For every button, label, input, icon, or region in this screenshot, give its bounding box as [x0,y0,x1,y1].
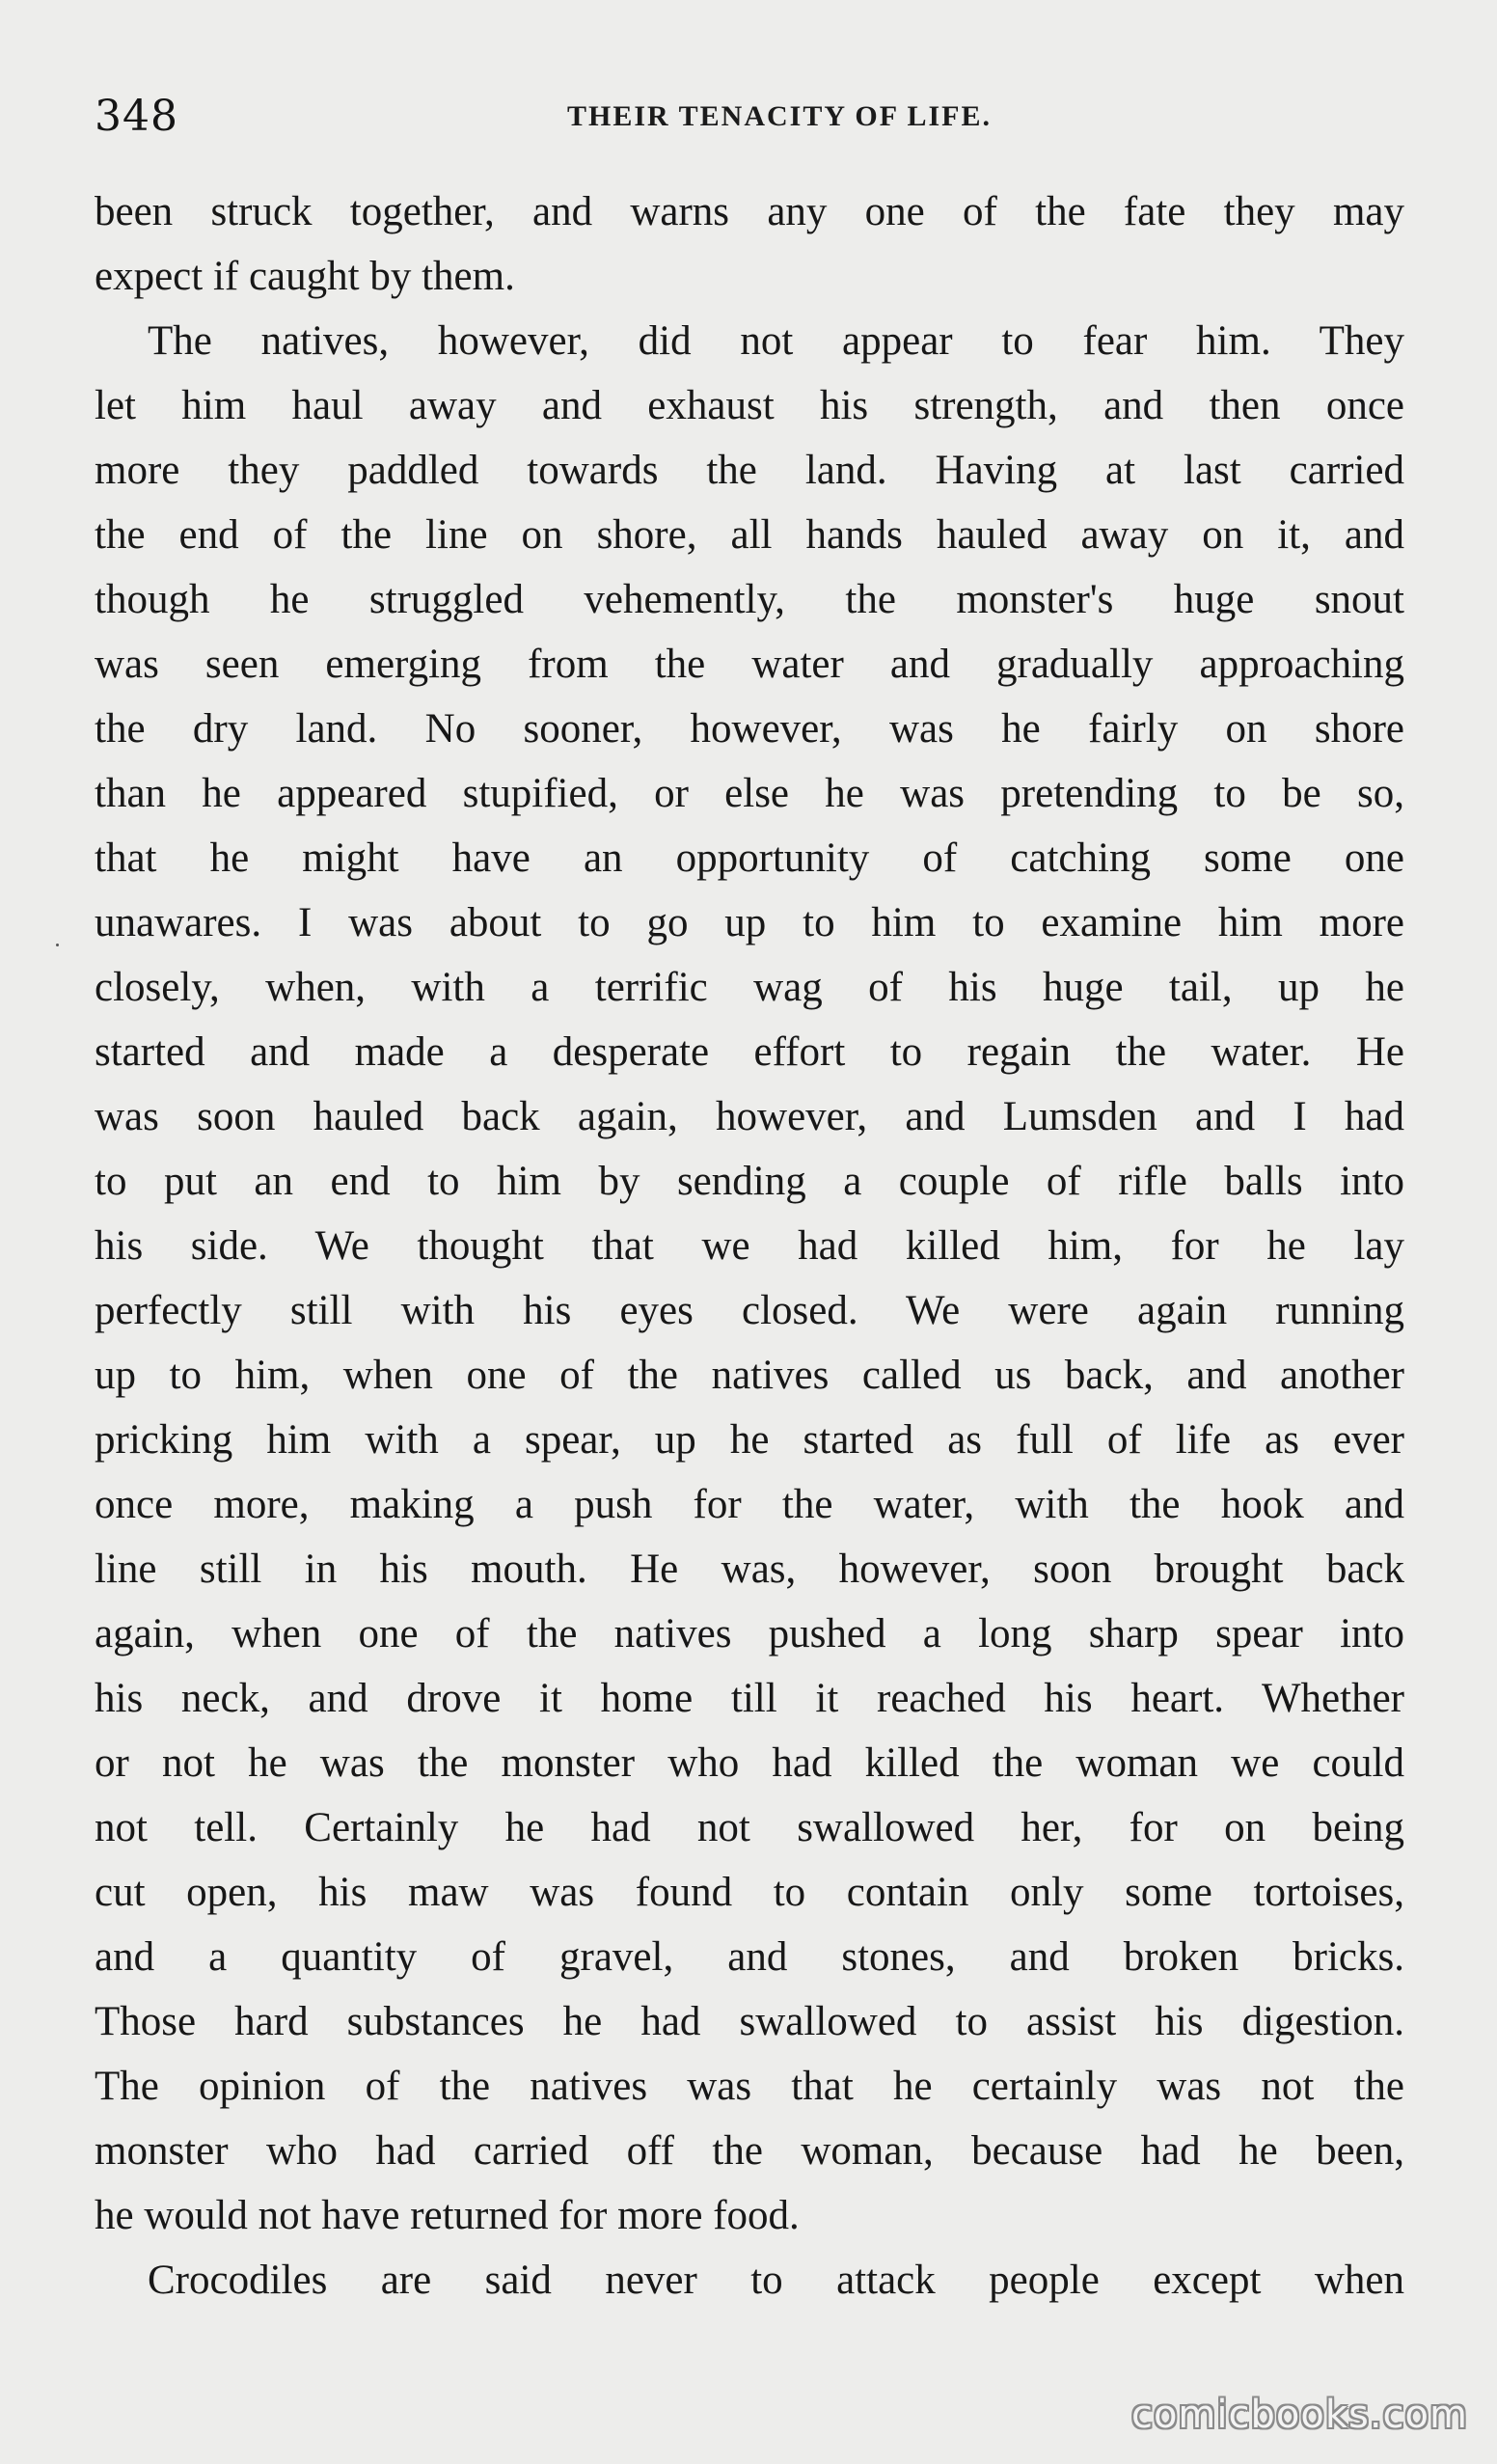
text-line: closely, when, with a terrific wag of his huge tail, up he [95,965,1404,1010]
text-line: been struck together, and warns any one of the fate they may [95,189,1404,234]
text-line: the end of the line on shore, all hands hauled away on it, and [95,512,1404,558]
text-line: more they paddled towards the land. Having at last carried [95,448,1404,493]
text-line: again, when one of the natives pushed a long sharp spear into [95,1611,1404,1656]
text-line: his neck, and drove it home till it reached his heart. Whether [95,1676,1404,1721]
running-head: THEIR TENACITY OF LIFE. [567,100,992,132]
text-line: the dry land. No sooner, however, was he fairly on shore [95,706,1404,752]
text-line: was seen emerging from the water and gradually approaching [95,642,1404,687]
text-line: not tell. Certainly he had not swallowed her, for on being [95,1805,1404,1850]
text-line: perfectly still with his eyes closed. We were again running [95,1288,1404,1333]
text-line: unawares. I was about to go up to him to examine him more [95,900,1404,945]
text-line: pricking him with a spear, up he started as full of life as ever [95,1417,1404,1463]
text-line: cut open, his maw was found to contain only some tortoises, [95,1870,1404,1915]
text-line: once more, making a push for the water, with the hook and [95,1482,1404,1527]
text-line: was soon hauled back again, however, and Lumsden and I had [95,1094,1404,1139]
text-line: than he appeared stupified, or else he was pretending to be so, [95,771,1404,816]
text-line: and a quantity of gravel, and stones, and broken bricks. [95,1934,1404,1980]
page-header [95,83,1406,151]
text-line: let him haul away and exhaust his strength, and then once [95,383,1404,428]
text-line: though he struggled vehemently, the monster's huge snout [95,577,1404,622]
body-text [95,179,1404,2313]
text-line: monster who had carried off the woman, because had he been, [95,2128,1404,2174]
text-line: started and made a desperate effort to regain the water. He [95,1029,1404,1075]
watermark-logo: comicbooks.com [1130,2393,1468,2437]
text-line: to put an end to him by sending a couple of rifle balls into [95,1159,1404,1204]
text-line: his side. We thought that we had killed him, for he lay [95,1223,1404,1269]
page-number: 348 [95,92,178,141]
text-line: that he might have an opportunity of catching some one [95,835,1404,881]
text-line: expect if caught by them. [95,254,515,299]
print-speck [56,944,59,946]
text-line: up to him, when one of the natives called us back, and another [95,1353,1404,1398]
text-line: The natives, however, did not appear to fear him. They [148,318,1404,364]
text-line: Crocodiles are said never to attack people except when [148,2258,1404,2303]
text-line: or not he was the monster who had killed the woman we could [95,1740,1404,1786]
text-line: line still in his mouth. He was, however, soon brought back [95,1547,1404,1592]
text-line: Those hard substances he had swallowed to assist his digestion. [95,1999,1404,2044]
text-line: The opinion of the natives was that he certainly was not the [95,2064,1404,2109]
text-line: he would not have returned for more food. [95,2193,800,2238]
